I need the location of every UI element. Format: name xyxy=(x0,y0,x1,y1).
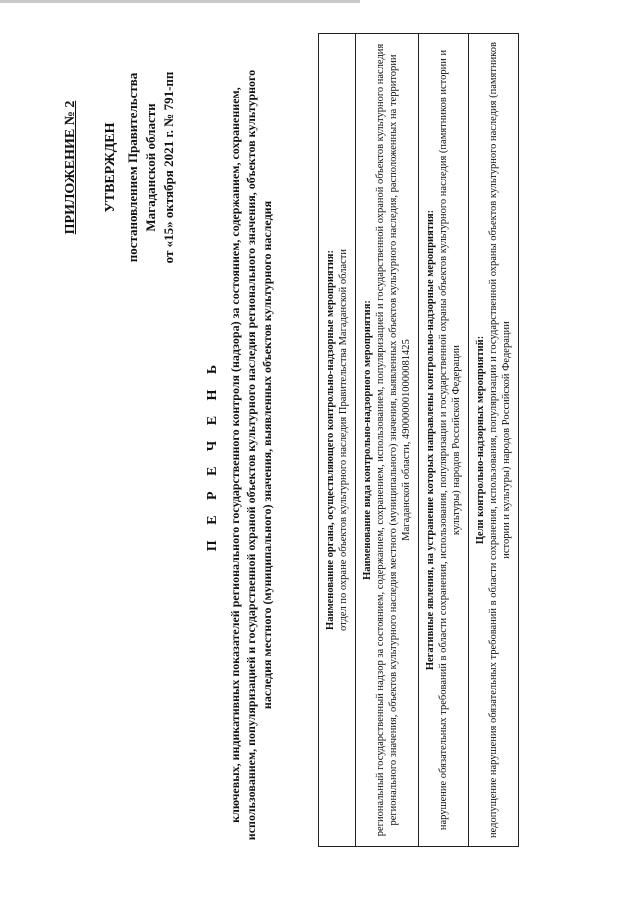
table-row xyxy=(469,34,519,847)
table-cell xyxy=(319,34,356,847)
row-text: региональный государственный надзор за состоянием, содержанием, сохранением, использованием, популяризацией и государственной охраной объектов культурного наследия регионального значения, объектов культурного наследия местного (муниципального) значения, выявленных объектов культурного наследия, расположенных на территории Магаданской области, 4900000010000081425 xyxy=(375,43,412,837)
row-text: недопущение нарушения обязательных требований в области сохранения, использования, популяризации и государственной охраны объектов культурного наследия (памятников истории и культуры) народов Российской Федерации xyxy=(488,42,512,838)
row-heading: Негативные явления, на устранение которых направлены контрольно-надзорные мероприятия: xyxy=(425,209,436,671)
approval-line-3: от «15» октября 2021 г. № 791-пп xyxy=(161,71,176,264)
title-word: П Е Р Е Ч Е Н Ь xyxy=(205,358,220,552)
table-cell xyxy=(419,34,469,847)
approved-heading: УТВЕРЖДЕН xyxy=(103,122,118,213)
table-row xyxy=(419,34,469,847)
document-title xyxy=(205,65,275,845)
approval-stamp xyxy=(62,30,178,305)
table-cell xyxy=(469,34,519,847)
approval-line-1: постановлением Правительства xyxy=(125,72,140,263)
table-row xyxy=(319,34,356,847)
attachment-number: ПРИЛОЖЕНИЕ № 2 xyxy=(63,100,78,235)
row-heading: Наименование вида контрольно-надзорного мероприятия: xyxy=(362,300,373,580)
row-heading: Наименование органа, осуществляющего контрольно-надзорные мероприятия: xyxy=(325,250,336,630)
row-heading: Цели контрольно-надзорных мероприятий: xyxy=(475,335,486,545)
info-table xyxy=(318,33,519,847)
row-text: нарушение обязательных требований в области сохранения, использования, популяризации и государственной охраны объектов культурного наследия (памятников истории и культуры) народов Российской Федерации xyxy=(438,49,462,831)
approval-line-2: Магаданской области xyxy=(143,103,158,232)
title-subtitle: ключевых, индикативных показателей регионального государственного контроля (надзора) за состоянием, содержанием, сохранением, использованием, популяризацией и государственной охраной объектов культурного наследия регионального значения, объектов культурного наследия местного (муниципального) значения, выявленных объектов культурного наследия xyxy=(228,69,274,841)
row-text: отдел по охране объектов культурного наследия Правительства Магаданской области xyxy=(338,249,349,631)
table-row xyxy=(356,34,419,847)
table-cell xyxy=(356,34,419,847)
